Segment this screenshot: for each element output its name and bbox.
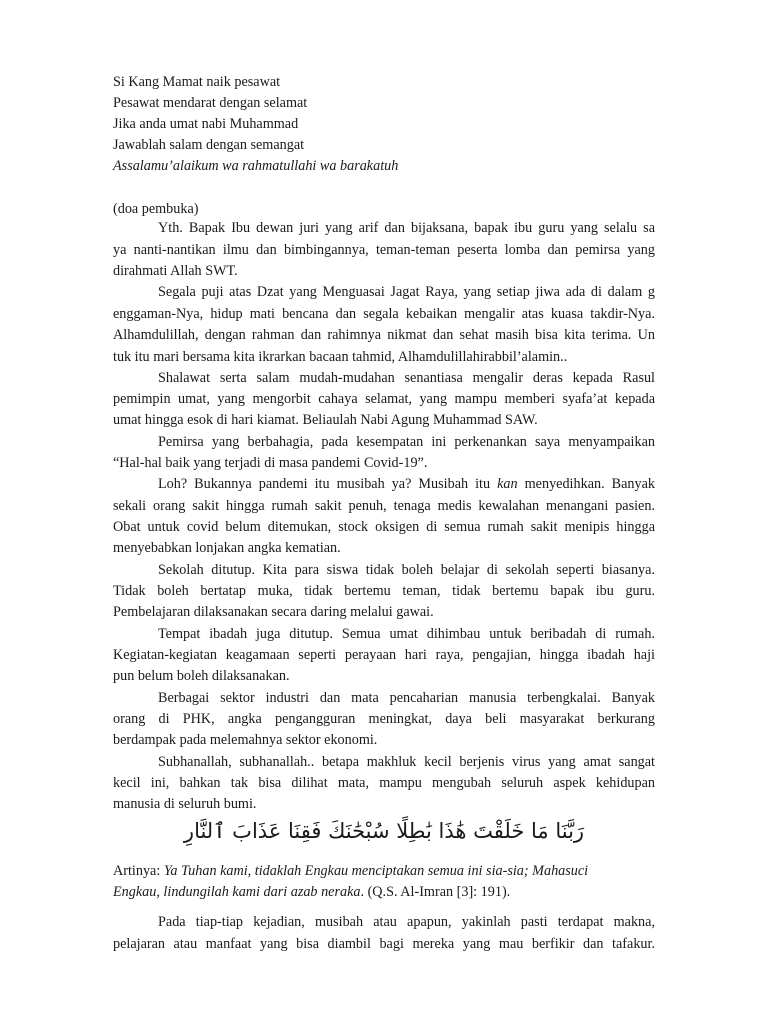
pantun-line: Jika anda umat nabi Muhammad [113, 116, 299, 132]
pantun-line: Si Kang Mamat naik pesawat [113, 74, 281, 90]
artinya-ref: . (Q.S. Al-Imran [3]: 191). [360, 884, 511, 900]
text-line: Tempat ibadah juga ditutup. Semua umat dihimbau untuk beribadah di rumah. [158, 626, 655, 642]
doa-label: (doa pembuka) [113, 201, 199, 217]
text-line: berdampak pada melemahnya sektor ekonomi. [113, 732, 378, 748]
text-line: Pemirsa yang berbahagia, pada kesempatan ini perkenankan saya menyampaikan [158, 434, 655, 450]
text-line: pemimpin umat, yang mengorbit cahaya selamat, yang mampu memberi syafa’at kepada [113, 391, 655, 407]
text-line: manusia di seluruh bumi. [113, 796, 257, 812]
text-line: Pada tiap-tiap kejadian, musibah atau apapun, yakinlah pasti terdapat makna, [158, 914, 655, 930]
text-line: menyebabkan lonjakan angka kematian. [113, 540, 341, 556]
text-line: Tidak boleh bertatap muka, tidak bertemu teman, tidak bertemu bapak ibu guru. [113, 583, 655, 599]
artinya-label: Artinya: [113, 863, 164, 879]
text-line: dirahmati Allah SWT. [113, 263, 238, 279]
artinya-italic-1: Ya Tuhan kami, tidaklah Engkau menciptakan semua ini sia-sia; Mahasuci [163, 863, 589, 879]
text-line: “Hal-hal baik yang terjadi di masa pandemi Covid-19”. [113, 455, 428, 471]
text-line: sekali orang sakit hingga rumah sakit penuh, tenaga medis kewalahan menangani pasien. [113, 498, 655, 514]
text-line: Alhamdulillah, dengan rahman dan rahimnya nikmat dan sehat masih bisa kita terima. Un [113, 327, 655, 343]
text-line: Berbagai sektor industri dan mata pencaharian manusia terbengkalai. Banyak [158, 690, 655, 706]
pantun-line: Pesawat mendarat dengan selamat [113, 95, 308, 111]
loh-italic: kan [497, 476, 518, 492]
text-line: Kegiatan-kegiatan keagamaan seperti perayaan hari raya, pengajian, hingga ibadah haji [113, 647, 655, 663]
text-line: Sekolah ditutup. Kita para siswa tidak boleh belajar di sekolah seperti biasanya. [158, 562, 655, 578]
text-line: Shalawat serta salam mudah-mudahan senantiasa mengalir deras kepada Rasul [158, 370, 655, 386]
arabic-verse: رَبَّنَا مَا خَلَقْتَ هَٰذَا بَٰطِلًا سُبْحَٰنَكَ فَقِنَا عَذَابَ ٱلنَّارِ [183, 819, 585, 843]
loh-before: Loh? Bukannya pandemi itu musibah ya? Musibah itu [158, 476, 498, 492]
artinya-italic-2: Engkau, lindungilah kami dari azab neraka [113, 884, 361, 900]
text-line: orang di PHK, angka pengangguran meningkat, daya beli masyarakat berkurang [113, 711, 655, 727]
text-line: ya nanti-nantikan ilmu dan bimbingannya, teman-teman peserta lomba dan pemirsa yang [113, 242, 655, 258]
text-line: kecil ini, bahkan tak bisa dilihat mata, mampu mengubah seluruh aspek kehidupan [113, 775, 655, 791]
text-line: umat hingga esok di hari kiamat. Beliaulah Nabi Agung Muhammad SAW. [113, 412, 538, 428]
artinya-line [113, 883, 510, 901]
text-line [158, 475, 655, 493]
salam-line: Assalamu’alaikum wa rahmatullahi wa barakatuh [113, 158, 399, 174]
text-line: tuk itu mari bersama kita ikrarkan bacaan tahmid, Alhamdulillahirabbil’alamin.. [113, 349, 568, 365]
text-line: pun belum boleh dilaksanakan. [113, 668, 290, 684]
text-line: enggaman-Nya, hidup mati bencana dan segala kebaikan mengalir atas kuasa takdir-Nya. [113, 306, 655, 322]
loh-after: menyedihkan. Banyak [517, 476, 655, 492]
pantun-line: Jawablah salam dengan semangat [113, 137, 305, 153]
artinya-line [113, 862, 588, 880]
text-line: Pembelajaran dilaksanakan secara daring melalui gawai. [113, 604, 434, 620]
text-line: Segala puji atas Dzat yang Menguasai Jagat Raya, yang setiap jiwa ada di dalam g [158, 284, 655, 300]
text-line: Yth. Bapak Ibu dewan juri yang arif dan bijaksana, bapak ibu guru yang selalu sa [158, 220, 655, 236]
text-line: Obat untuk covid belum ditemukan, stock oksigen di semua rumah sakit menipis hingga [113, 519, 655, 535]
text-line: pelajaran atau manfaat yang bisa diambil bagi mereka yang mau berfikir dan tafakur. [113, 936, 655, 952]
text-line: Subhanallah, subhanallah.. betapa makhluk kecil berjenis virus yang amat sangat [158, 754, 655, 770]
